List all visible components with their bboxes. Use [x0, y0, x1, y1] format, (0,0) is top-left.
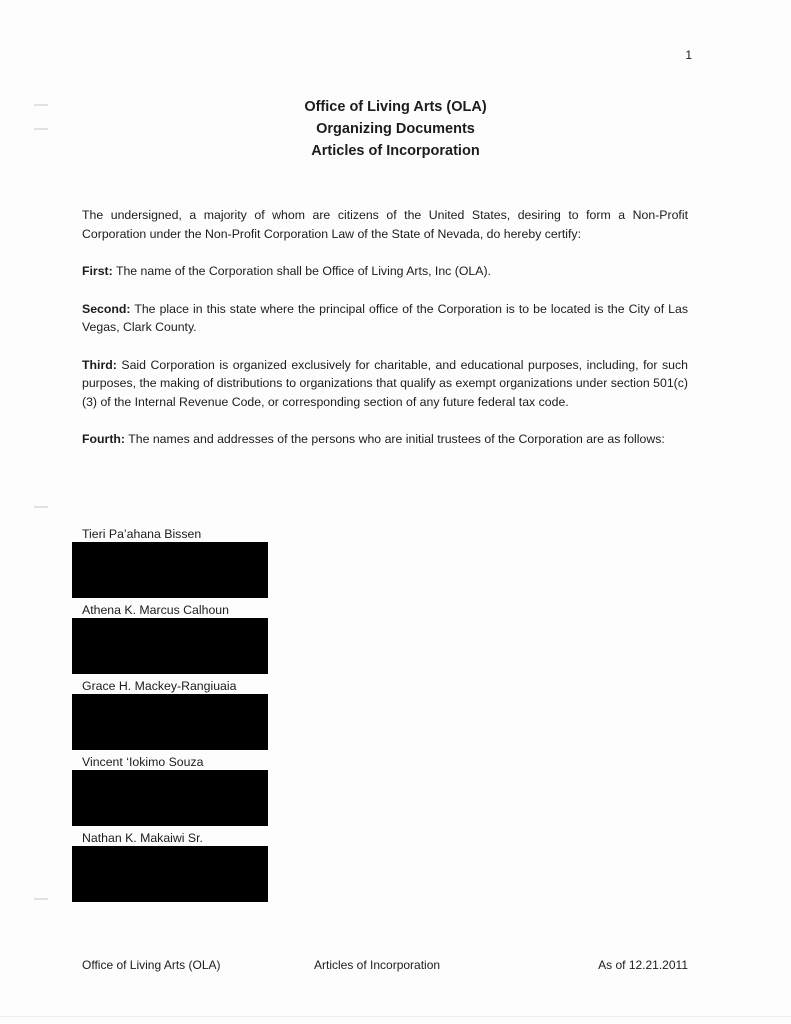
list-item [82, 754, 268, 826]
trustee-name: Vincent ‘Iokimo Souza [82, 755, 204, 769]
article-label: First: [82, 264, 113, 278]
scan-mark [34, 898, 48, 900]
title-line-3: Articles of Incorporation [311, 143, 480, 159]
trustee-name: Grace H. Mackey-Rangiuaia [82, 679, 237, 693]
footer-organization: Office of Living Arts (OLA) [82, 958, 221, 972]
trustee-list [82, 526, 268, 906]
trustee-name: Athena K. Marcus Calhoun [82, 603, 229, 617]
article-text: Said Corporation is organized exclusively for charitable, and educational purposes, including, for such purposes, the making of distributions to organizations that qualify as exempt organizations under section 501(c)(3) of the Internal Revenue Code, or corresponding section of any future federal tax code. [82, 357, 688, 409]
article-text: The names and addresses of the persons who are initial trustees of the Corporation are as follows: [125, 432, 665, 446]
article-fourth [82, 430, 688, 449]
trustee-name: Nathan K. Makaiwi Sr. [82, 831, 203, 845]
title-line-2: Organizing Documents [316, 121, 475, 137]
page-number: 1 [685, 48, 692, 62]
article-text: The place in this state where the principal office of the Corporation is to be located is the City of Las Vegas, Clark County. [82, 301, 688, 334]
redacted-address [72, 542, 268, 598]
article-text: The name of the Corporation shall be Office of Living Arts, Inc (OLA). [112, 264, 491, 278]
redacted-address [72, 618, 268, 674]
title-line-1: Office of Living Arts (OLA) [304, 99, 487, 115]
footer-document-name: Articles of Incorporation [314, 958, 441, 972]
article-third [82, 356, 688, 412]
article-label: Third: [82, 357, 117, 372]
redacted-address [72, 846, 268, 902]
article-first [82, 262, 688, 281]
footer-date: As of 12.21.2011 [598, 958, 688, 972]
redacted-address [72, 770, 268, 826]
list-item [82, 602, 268, 674]
article-label: Second: [82, 301, 131, 316]
document-title [0, 96, 791, 162]
scan-mark [34, 506, 48, 508]
redacted-address [72, 694, 268, 750]
scan-edge [0, 1016, 791, 1017]
trustee-name: Tieri Pa’ahana Bissen [82, 527, 202, 541]
intro-paragraph: The undersigned, a majority of whom are citizens of the United States, desiring to form a Non-Profit Corporation under the Non-Profit Corporation Law of the State of Nevada, do hereby certify: [82, 208, 688, 241]
document-body [82, 206, 688, 468]
article-second [82, 300, 688, 337]
list-item [82, 678, 268, 750]
article-label: Fourth: [82, 432, 126, 446]
list-item [82, 526, 268, 598]
list-item [82, 830, 268, 902]
